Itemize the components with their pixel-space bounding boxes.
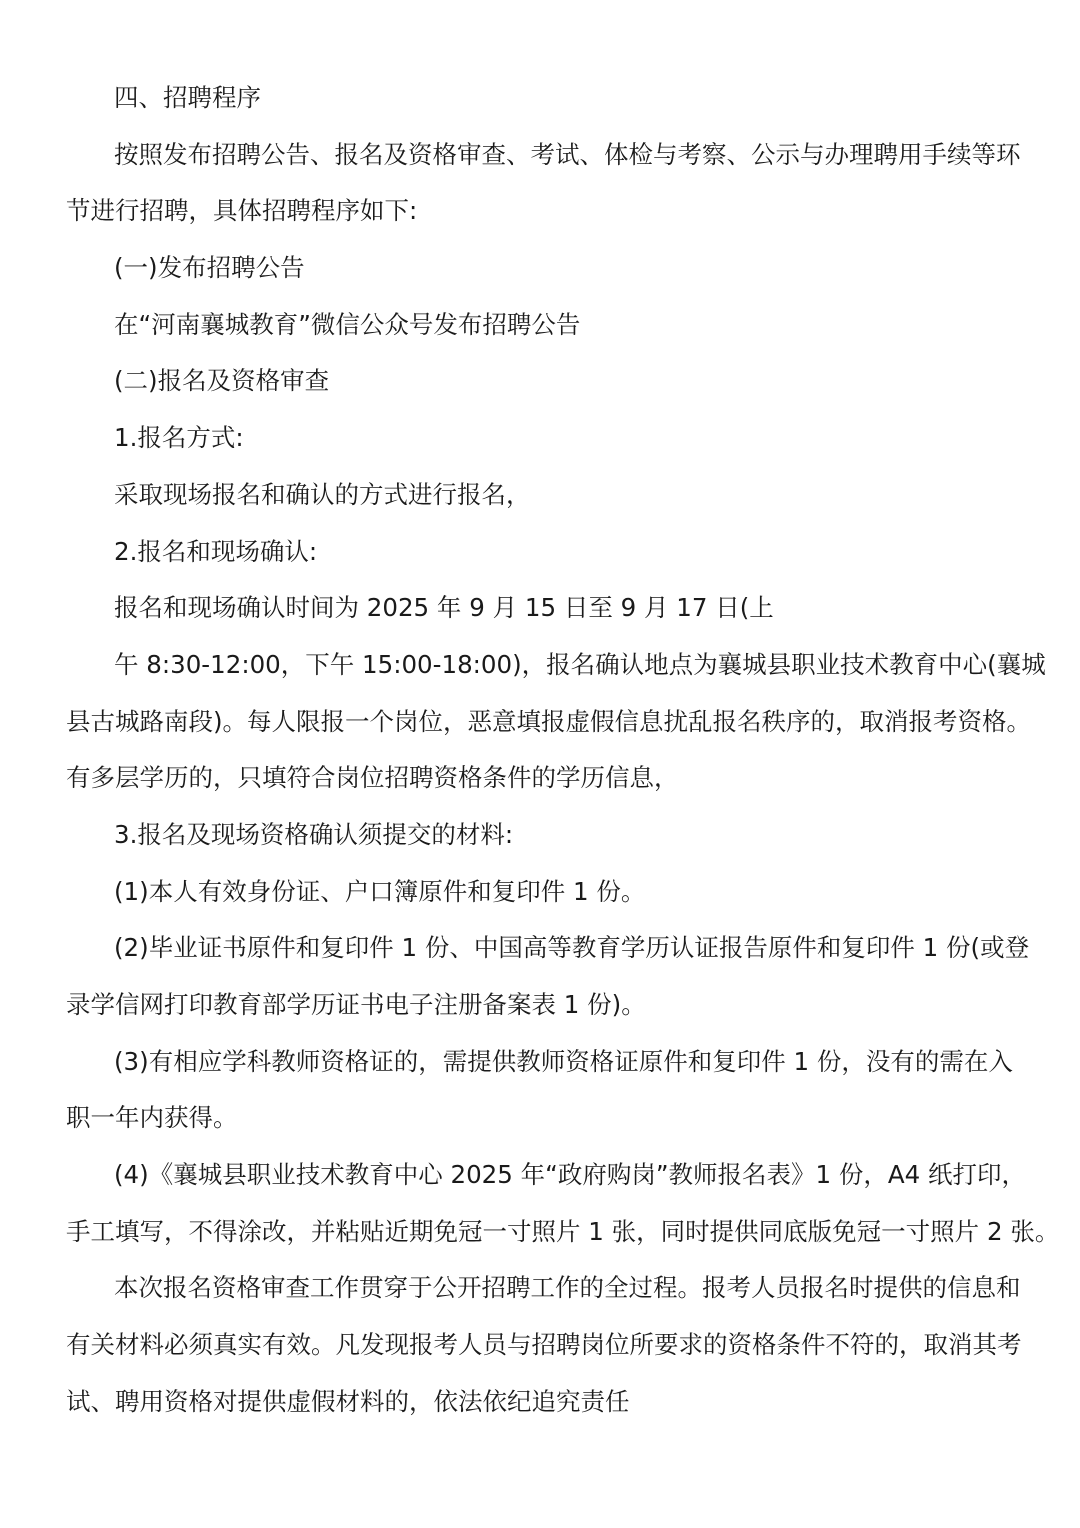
paragraph-line: 报名和现场确认时间为 2025 年 9 月 15 日至 9 月 17 日(上 [114,593,774,623]
paragraph-line: 试、聘用资格对提供虚假材料的，依法依纪追究责任 [66,1386,630,1416]
paragraph-line: 采取现场报名和确认的方式进行报名， [114,479,531,509]
paragraph-line: 有关材料必须真实有效。凡发现报考人员与招聘岗位所要求的资格条件不符的，取消其考 [66,1330,1022,1360]
list-item-continuation: 录学信网打印教育部学历证书电子注册备案表 1 份)。 [66,990,646,1019]
subsection-heading: (二)报名及资格审查 [114,366,330,396]
list-item-continuation: 手工填写，不得涂改，并粘贴近期免冠一寸照片 1 张，同时提供同底版免冠一寸照片 2 张。 [66,1216,1060,1246]
paragraph-line: 节进行招聘，具体招聘程序如下: [66,196,418,226]
list-item-continuation: 职一年内获得。 [66,1103,238,1133]
item-heading: 1.报名方式: [114,423,244,453]
paragraph-line: 午 8:30-12:00，下午 15:00-18:00)，报名确认地点为襄城县职业技术教育中心(襄城 [114,649,1046,679]
section-heading: 四、招聘程序 [114,83,261,112]
list-item: (2)毕业证书原件和复印件 1 份、中国高等教育学历认证报告原件和复印件 1 份(或登 [114,933,1030,963]
item-heading: 2.报名和现场确认: [114,536,318,566]
subsection-heading: (一)发布招聘公告 [114,253,305,283]
paragraph-line: 在“河南襄城教育”微信公众号发布招聘公告 [114,309,581,339]
document-body [66,70,1060,1431]
list-item: (3)有相应学科教师资格证的，需提供教师资格证原件和复印件 1 份，没有的需在入 [114,1046,1013,1076]
list-item: (4)《襄城县职业技术教育中心 2025 年“政府购岗”教师报名表》1 份，A4 纸打印， [114,1160,1027,1190]
paragraph-line: 本次报名资格审查工作贯穿于公开招聘工作的全过程。报考人员报名时提供的信息和 [114,1273,1021,1303]
paragraph-line: 县古城路南段)。每人限报一个岗位，恶意填报虚假信息扰乱报名秩序的，取消报考资格。 [66,706,1032,736]
paragraph-line: 按照发布招聘公告、报名及资格审查、考试、体检与考察、公示与办理聘用手续等环 [114,139,1021,169]
item-heading: 3.报名及现场资格确认须提交的材料: [114,819,514,849]
list-item: (1)本人有效身份证、户口簿原件和复印件 1 份。 [114,876,646,906]
paragraph-line: 有多层学历的，只填符合岗位招聘资格条件的学历信息， [66,763,679,793]
